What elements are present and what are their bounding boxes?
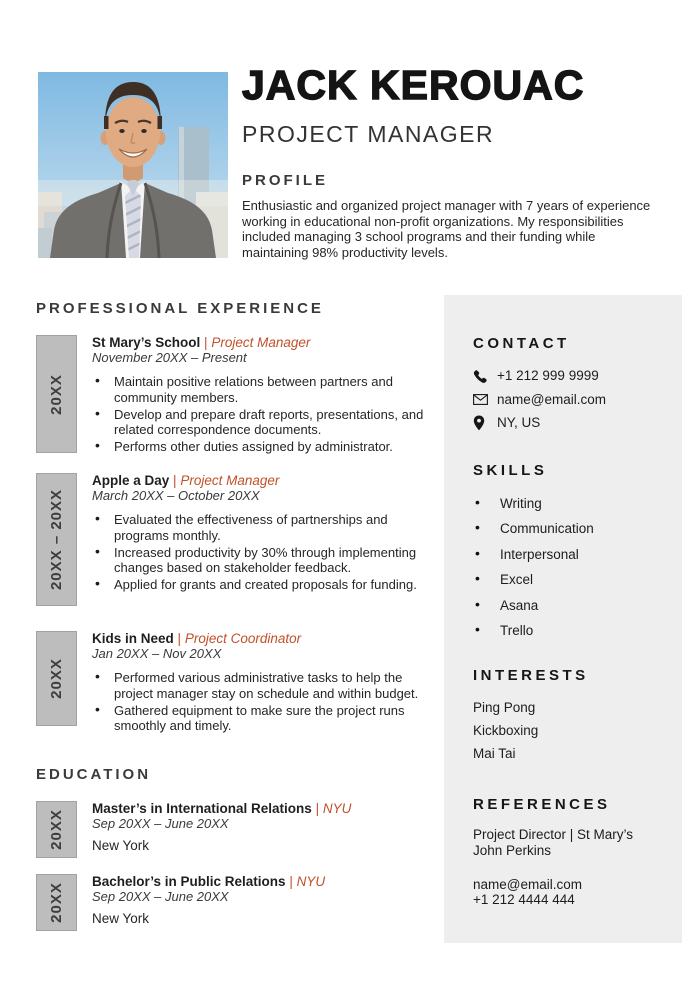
degree-dates: Sep 20XX – June 20XX bbox=[92, 889, 229, 904]
interests-list bbox=[473, 696, 664, 765]
education-heading: EDUCATION bbox=[36, 766, 152, 783]
job-dates: November 20XX – Present bbox=[92, 350, 247, 365]
reference-title: Project Director | St Mary’s bbox=[473, 826, 634, 842]
job-heading bbox=[92, 335, 434, 350]
job-bullets bbox=[92, 670, 434, 734]
job-role: Project Coordinator bbox=[184, 631, 302, 646]
job-entry bbox=[36, 335, 442, 456]
interest-item: Kickboxing bbox=[473, 722, 539, 738]
job-bullet: • Evaluated the effectiveness of partnerships and programs monthly. bbox=[92, 512, 434, 543]
job-heading bbox=[92, 473, 434, 488]
experience-section bbox=[36, 300, 442, 752]
email-address: name@email.com bbox=[497, 391, 606, 407]
contact-phone-row bbox=[473, 364, 664, 388]
location-pin-icon bbox=[473, 415, 497, 431]
sidebar bbox=[444, 295, 682, 943]
profile-text bbox=[242, 198, 682, 260]
job-bullets bbox=[92, 512, 434, 593]
job-separator: | bbox=[204, 335, 208, 350]
job-entry bbox=[36, 473, 442, 606]
education-section bbox=[36, 766, 442, 948]
degree-location: New York bbox=[92, 838, 150, 853]
job-company: Apple a Day bbox=[92, 473, 170, 488]
skill-item: • Interpersonal bbox=[473, 542, 664, 568]
reference-email: name@email.com bbox=[473, 876, 582, 892]
candidate-name: JACK KEROUAC bbox=[242, 62, 585, 108]
job-dates: March 20XX – October 20XX bbox=[92, 488, 260, 503]
education-entry bbox=[36, 874, 442, 931]
job-bullets bbox=[92, 374, 434, 455]
year-tab: 20XX bbox=[36, 335, 77, 453]
job-entry bbox=[36, 631, 442, 735]
skill-item: • Asana bbox=[473, 593, 664, 619]
degree-dates: Sep 20XX – June 20XX bbox=[92, 816, 229, 831]
education-entry bbox=[36, 801, 442, 858]
job-bullet: • Performs other duties assigned by administrator. bbox=[92, 439, 434, 455]
job-bullet: • Maintain positive relations between partners and community members. bbox=[92, 374, 434, 405]
job-separator: | bbox=[173, 473, 177, 488]
interest-item: Mai Tai bbox=[473, 745, 516, 761]
degree-separator: | bbox=[315, 801, 320, 816]
profile-text-line: maintaining 98% productivity levels. bbox=[242, 244, 448, 260]
job-dates: Jan 20XX – Nov 20XX bbox=[92, 646, 222, 661]
reference-phone: +1 212 4444 444 bbox=[473, 891, 575, 907]
job-bullet: • Develop and prepare draft reports, presentations, and related correspondence documents. bbox=[92, 407, 434, 438]
job-bullet: • Applied for grants and created proposals for funding. bbox=[92, 577, 434, 593]
job-heading bbox=[92, 631, 434, 646]
profile-text-line: Enthusiastic and organized project manager with 7 years of experience bbox=[242, 198, 651, 213]
envelope-icon bbox=[473, 394, 497, 405]
profile-text-line: included managing 3 school programs and their funding while bbox=[242, 229, 596, 244]
references-heading: REFERENCES bbox=[473, 795, 611, 813]
job-company: St Mary’s School bbox=[92, 335, 201, 350]
reference-name: John Perkins bbox=[473, 843, 552, 858]
interest-item: Ping Pong bbox=[473, 699, 536, 715]
job-bullet: • Gathered equipment to make sure the project runs smoothly and timely. bbox=[92, 703, 434, 734]
job-role: Project Manager bbox=[211, 335, 311, 350]
skills-heading: SKILLS bbox=[473, 461, 548, 479]
contact-email-row bbox=[473, 388, 664, 412]
job-bullet: • Performed various administrative tasks to help the project manager stay on schedule and within budget. bbox=[92, 670, 434, 701]
skill-item: • Trello bbox=[473, 618, 664, 644]
profile-photo bbox=[38, 72, 228, 258]
degree-name: Bachelor’s in Public Relations bbox=[92, 874, 286, 889]
skill-item: • Excel bbox=[473, 567, 664, 593]
year-tab: 20XX bbox=[36, 874, 77, 931]
experience-heading: PROFESSIONAL EXPERIENCE bbox=[36, 300, 324, 317]
job-separator: | bbox=[177, 631, 182, 646]
year-tab: 20XX bbox=[36, 801, 77, 858]
profile-text-line: working in educational non-profit organizations. My responsibilities bbox=[242, 213, 624, 229]
location-text: NY, US bbox=[497, 415, 541, 431]
profile-heading: PROFILE bbox=[242, 172, 329, 189]
phone-number: +1 212 999 9999 bbox=[497, 368, 599, 384]
degree-heading bbox=[92, 874, 434, 889]
skill-item: • Writing bbox=[473, 491, 664, 517]
job-role: Project Manager bbox=[180, 473, 280, 488]
header bbox=[242, 62, 682, 260]
contact-heading: CONTACT bbox=[473, 335, 570, 352]
degree-location: New York bbox=[92, 911, 150, 926]
candidate-title: PROJECT MANAGER bbox=[242, 121, 495, 147]
skill-item: • Communication bbox=[473, 516, 664, 542]
job-company: Kids in Need bbox=[92, 631, 174, 646]
contact-location-row bbox=[473, 411, 664, 435]
phone-icon bbox=[473, 369, 497, 383]
degree-separator: | bbox=[289, 874, 293, 889]
year-tab: 20XX – 20XX bbox=[36, 473, 77, 606]
degree-school: NYU bbox=[296, 874, 326, 889]
interests-heading: INTERESTS bbox=[473, 666, 589, 684]
degree-name: Master’s in International Relations bbox=[92, 801, 312, 816]
degree-school: NYU bbox=[322, 801, 352, 816]
year-tab: 20XX bbox=[36, 631, 77, 726]
skills-list bbox=[473, 491, 664, 644]
job-bullet: • Increased productivity by 30% through implementing changes based on stakeholder feedback. bbox=[92, 545, 434, 576]
degree-heading bbox=[92, 801, 434, 816]
